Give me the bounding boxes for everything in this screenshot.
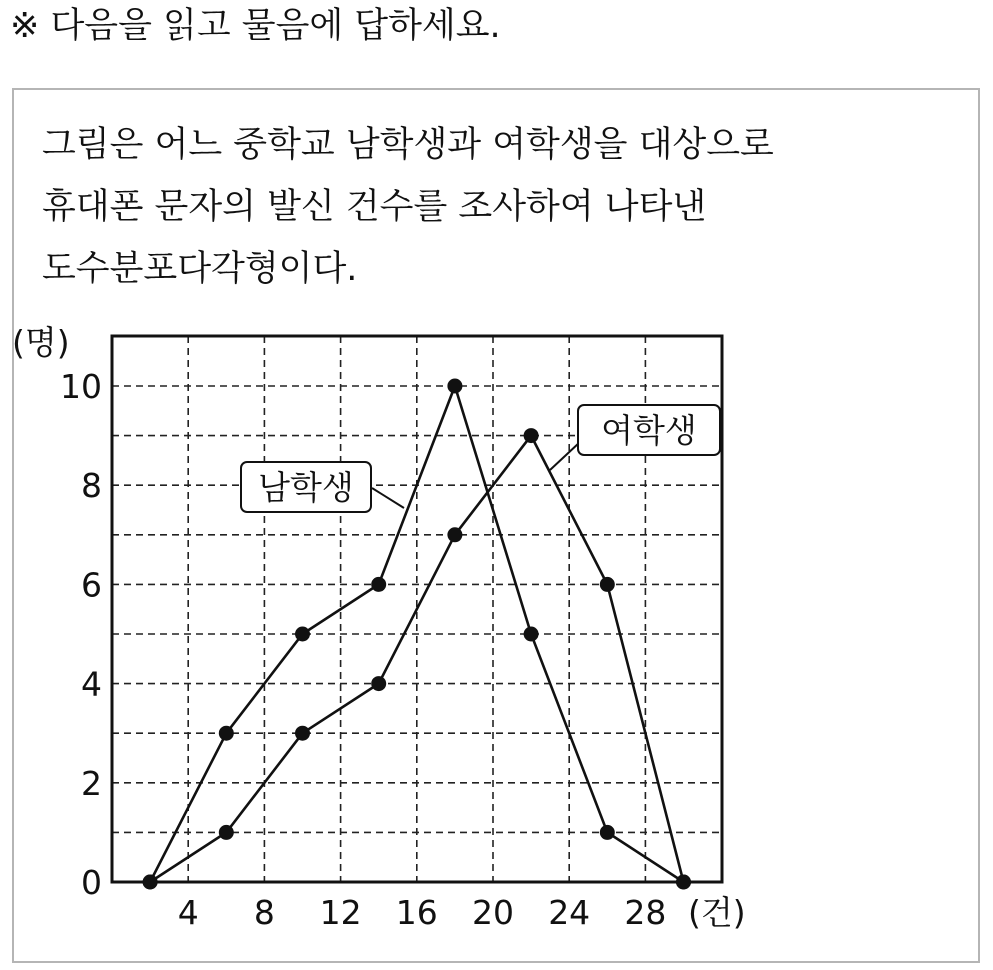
y-tick-label: 4 bbox=[81, 664, 102, 704]
x-tick-label: 16 bbox=[395, 893, 438, 932]
callout-leader-line bbox=[372, 488, 404, 508]
tick-labels bbox=[60, 367, 666, 932]
series-label-male: 남학생 bbox=[258, 468, 354, 507]
x-tick-label: 28 bbox=[624, 893, 667, 932]
data-point bbox=[600, 577, 615, 592]
data-point bbox=[600, 825, 615, 840]
x-tick-label: 20 bbox=[472, 893, 514, 932]
y-tick-label: 0 bbox=[81, 863, 102, 902]
data-point bbox=[371, 676, 386, 691]
x-axis-label: (건) bbox=[688, 893, 746, 932]
data-point bbox=[295, 627, 310, 642]
data-point bbox=[219, 726, 234, 741]
y-tick-label: 8 bbox=[81, 466, 102, 506]
data-point bbox=[524, 627, 539, 642]
data-point bbox=[143, 875, 158, 890]
y-tick-label: 6 bbox=[81, 565, 102, 605]
data-point bbox=[295, 726, 310, 741]
x-tick-label: 4 bbox=[177, 893, 199, 932]
callout-leader-line bbox=[550, 442, 580, 470]
data-point bbox=[447, 379, 462, 394]
data-point bbox=[524, 428, 539, 443]
instruction-text: ※ 다음을 읽고 물음에 답하세요. bbox=[10, 6, 501, 46]
series-callouts bbox=[241, 405, 720, 512]
data-point bbox=[447, 527, 462, 542]
y-tick-label: 10 bbox=[60, 367, 102, 406]
data-point bbox=[219, 825, 234, 840]
y-axis-label: (명) bbox=[12, 323, 70, 362]
passage-line-1: 그림은 어느 중학교 남학생과 여학생을 대상으로 bbox=[42, 125, 774, 165]
y-tick-label: 2 bbox=[81, 763, 102, 803]
series-line-female bbox=[150, 436, 683, 882]
passage-line-3: 도수분포다각형이다. bbox=[42, 249, 358, 289]
data-point bbox=[371, 577, 386, 592]
data-point bbox=[676, 875, 691, 890]
x-tick-label: 12 bbox=[319, 893, 362, 932]
x-tick-label: 24 bbox=[548, 893, 591, 932]
x-tick-label: 8 bbox=[253, 893, 275, 932]
passage-line-2: 휴대폰 문자의 발신 건수를 조사하여 나타낸 bbox=[42, 187, 707, 227]
series-label-female: 여학생 bbox=[601, 411, 697, 450]
